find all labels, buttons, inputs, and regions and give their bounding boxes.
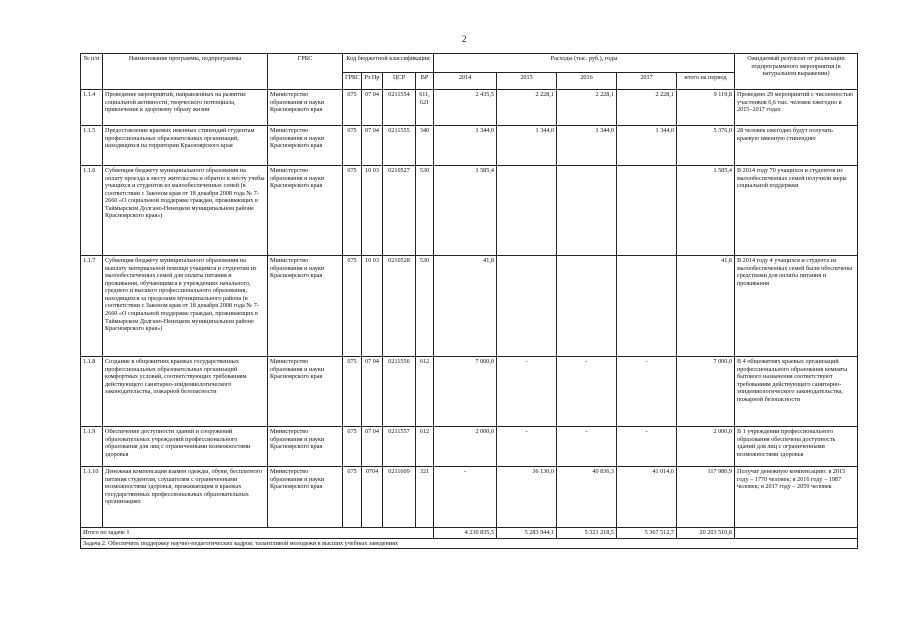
row-num: 1.1.7 bbox=[81, 256, 103, 357]
header-2015: 2015 bbox=[497, 73, 557, 90]
row-name: Предоставление краевых именных стипендий студентам профессиональных образовательных организаций, находящихся на территории Красноярского края bbox=[103, 126, 268, 166]
row-code-grbs: 075 bbox=[343, 90, 362, 126]
table-row bbox=[81, 126, 858, 166]
row-result: Получат денежную компенсацию: в 2015 году – 1770 человек; в 2016 году – 1987 человек; в 2017 году – 2059 человек bbox=[735, 467, 858, 528]
row-vr: 612 bbox=[416, 357, 434, 427]
row-2014: 1 344,0 bbox=[434, 126, 497, 166]
row-result: Проведено 29 мероприятий с численностью участников 6,6 тыс. человек ежегодно в 2015–2017 годах bbox=[735, 90, 858, 126]
task-2-title: Задача 2. Обеспечить поддержку научно-педагогических кадров, талантливой молодежи в высших учебных заведениях bbox=[81, 538, 858, 549]
row-2017: - bbox=[617, 357, 677, 427]
row-total: 117 980,9 bbox=[677, 467, 735, 528]
row-2017 bbox=[617, 166, 677, 256]
row-2017 bbox=[617, 256, 677, 357]
row-2016: - bbox=[557, 427, 617, 467]
row-grbs: Министерство образования и науки Красноярского края bbox=[268, 467, 343, 528]
row-result: В 2014 году 4 учащихся и студента из малообеспеченных семей были обеспечены средствами для оплаты питания и проживания bbox=[735, 256, 858, 357]
header-code-rzpr: Рз Пр bbox=[362, 73, 383, 90]
row-name: Проведение мероприятий, направленных на развитие социальной активности, творческого потенциала, привлечение к здоровому образу жизни bbox=[103, 90, 268, 126]
header-2016: 2016 bbox=[557, 73, 617, 90]
table-row bbox=[81, 166, 858, 256]
row-csr: 0210528 bbox=[383, 256, 416, 357]
row-vr: 530 bbox=[416, 256, 434, 357]
table-row bbox=[81, 357, 858, 427]
row-2016: 1 344,0 bbox=[557, 126, 617, 166]
row-2015 bbox=[497, 256, 557, 357]
row-vr: 611, 621 bbox=[416, 90, 434, 126]
row-rzpr: 07 04 bbox=[362, 126, 383, 166]
row-2014: 2 435,5 bbox=[434, 90, 497, 126]
summary-2016: 5 321 218,5 bbox=[557, 528, 617, 539]
table-row bbox=[81, 467, 858, 528]
row-2017: 1 344,0 bbox=[617, 126, 677, 166]
program-table bbox=[80, 53, 858, 549]
header-code-vr: ВР bbox=[416, 73, 434, 90]
row-csr: 0211555 bbox=[383, 126, 416, 166]
summary-2014: 4 230 835,5 bbox=[434, 528, 497, 539]
row-num: 1.1.10 bbox=[81, 467, 103, 528]
row-num: 1.1.8 bbox=[81, 357, 103, 427]
row-2015: 2 228,1 bbox=[497, 90, 557, 126]
summary-result bbox=[735, 528, 858, 539]
table-row bbox=[81, 90, 858, 126]
summary-2015: 5 283 944,1 bbox=[497, 528, 557, 539]
row-2015: - bbox=[497, 357, 557, 427]
row-total: 5 376,0 bbox=[677, 126, 735, 166]
summary-label: Итого по задаче 1 bbox=[81, 528, 434, 539]
header-code-grbs: ГРБС bbox=[343, 73, 362, 90]
row-num: 1.1.6 bbox=[81, 166, 103, 256]
row-2014: 7 000,0 bbox=[434, 357, 497, 427]
row-2016: 2 228,1 bbox=[557, 90, 617, 126]
row-num: 1.1.9 bbox=[81, 427, 103, 467]
table-row bbox=[81, 427, 858, 467]
row-2016 bbox=[557, 256, 617, 357]
row-result: В 1 учреждении профессионального образования обеспечена доступность зданий для лиц с ограниченными возможностями здоровья bbox=[735, 427, 858, 467]
summary-row bbox=[81, 528, 858, 539]
row-name: Субвенция бюджету муниципального образования на оплату проезда к месту жительства и обратно к месту учебы учащихся и студентов из малообеспеченных семей (в соответствии с Законом края от 18 декабря 2008 года № 7-2660 «О социальной поддержке граждан, проживающих в Таймырском Долгано-Ненецком муниципальном районе Красноярского края») bbox=[103, 166, 268, 256]
row-csr: 0211609 bbox=[383, 467, 416, 528]
row-vr: 612 bbox=[416, 427, 434, 467]
header-total: итого на период bbox=[677, 73, 735, 90]
row-grbs: Министерство образования и науки Красноярского края bbox=[268, 256, 343, 357]
row-2014: 41,8 bbox=[434, 256, 497, 357]
table-row bbox=[81, 256, 858, 357]
row-code-grbs: 075 bbox=[343, 166, 362, 256]
row-rzpr: 10 03 bbox=[362, 166, 383, 256]
header-code-group: Код бюджетной классификации bbox=[343, 54, 434, 73]
row-result: В 4 общежитиях краевых организаций профессионального образования комнаты бытового назначения соответствуют требованиям действующего санитарно-эпидемиологического законодательства, пожарной безопасности bbox=[735, 357, 858, 427]
row-grbs: Министерство образования и науки Красноярского края bbox=[268, 90, 343, 126]
row-csr: 0211556 bbox=[383, 357, 416, 427]
row-grbs: Министерство образования и науки Красноярского края bbox=[268, 357, 343, 427]
row-name: Субвенция бюджету муниципального образования на выплату материальной помощи учащимся и студентам из малообеспеченных семей для оплаты питания и проживания, обучающимся в учреждениях начального, среднего и высшего профессионального образования, находящихся за пределами муниципального района (в соответствии с Законом края от 18 декабря 2008 года № 7-2660 «О социальной поддержке граждан, проживающих в Таймырском Долгано-Ненецком муниципальном районе Красноярского края») bbox=[103, 256, 268, 357]
page-number: 2 bbox=[462, 34, 467, 44]
header-expenses-group: Расходы (тыс. руб.), годы bbox=[434, 54, 735, 73]
row-grbs: Министерство образования и науки Красноярского края bbox=[268, 427, 343, 467]
row-total: 2 000,0 bbox=[677, 427, 735, 467]
row-rzpr: 0704 bbox=[362, 467, 383, 528]
row-result: 28 человек ежегодно будут получать краевую именную стипендию bbox=[735, 126, 858, 166]
row-2014: 2 000,0 bbox=[434, 427, 497, 467]
row-total: 41,8 bbox=[677, 256, 735, 357]
row-total: 1 585,4 bbox=[677, 166, 735, 256]
header-name: Наименование программы, подпрограммы bbox=[103, 54, 268, 90]
row-rzpr: 07 04 bbox=[362, 357, 383, 427]
header-code-csr: ЦСР bbox=[383, 73, 416, 90]
row-code-grbs: 075 bbox=[343, 467, 362, 528]
header-num: № п/п bbox=[81, 54, 103, 90]
header-2017: 2017 bbox=[617, 73, 677, 90]
row-total: 9 119,8 bbox=[677, 90, 735, 126]
row-2015: 36 130,0 bbox=[497, 467, 557, 528]
row-num: 1.1.4 bbox=[81, 90, 103, 126]
row-vr: 340 bbox=[416, 126, 434, 166]
row-2015: - bbox=[497, 427, 557, 467]
row-code-grbs: 075 bbox=[343, 256, 362, 357]
task-row bbox=[81, 538, 858, 549]
summary-total: 20 203 510,8 bbox=[677, 528, 735, 539]
row-csr: 0211557 bbox=[383, 427, 416, 467]
row-rzpr: 07 04 bbox=[362, 90, 383, 126]
row-grbs: Министерство образования и науки Красноярского края bbox=[268, 166, 343, 256]
header-result: Ожидаемый результат от реализации подпрограммного мероприятия (в натуральном выражении) bbox=[735, 54, 858, 90]
row-total: 7 000,0 bbox=[677, 357, 735, 427]
row-2016 bbox=[557, 166, 617, 256]
row-2017: 2 228,1 bbox=[617, 90, 677, 126]
row-result: В 2014 году 70 учащихся и студентов из малообеспеченных семей получили меры социальной поддержки bbox=[735, 166, 858, 256]
row-name: Обеспечение доступности зданий и сооружений образовательных учреждений профессионального образования для лиц с ограниченными возможностями здоровья bbox=[103, 427, 268, 467]
row-2016: 40 836,3 bbox=[557, 467, 617, 528]
row-csr: 0211554 bbox=[383, 90, 416, 126]
row-2017: - bbox=[617, 427, 677, 467]
header-grbs: ГРБС bbox=[268, 54, 343, 90]
row-name: Денежная компенсация взамен одежды, обуви, бесплатного питания студентам, слушателям с ограниченными возможностями здоровья, проживающим в краевых государственных профессиональных образовательных организациях bbox=[103, 467, 268, 528]
row-vr: 530 bbox=[416, 166, 434, 256]
row-2014: - bbox=[434, 467, 497, 528]
row-vr: 321 bbox=[416, 467, 434, 528]
row-2014: 1 585,4 bbox=[434, 166, 497, 256]
summary-2017: 5 367 512,7 bbox=[617, 528, 677, 539]
row-rzpr: 07 04 bbox=[362, 427, 383, 467]
row-2015: 1 344,0 bbox=[497, 126, 557, 166]
row-code-grbs: 075 bbox=[343, 357, 362, 427]
row-2017: 41 014,6 bbox=[617, 467, 677, 528]
row-csr: 0210527 bbox=[383, 166, 416, 256]
row-2016: - bbox=[557, 357, 617, 427]
row-code-grbs: 075 bbox=[343, 126, 362, 166]
header-2014: 2014 bbox=[434, 73, 497, 90]
row-2015 bbox=[497, 166, 557, 256]
row-name: Создание в общежитиях краевых государственных профессиональных образовательных организаций комфортных условий, соответствующих требованиям действующего санитарно-эпидемиологического законодательства, пожарной безопасности bbox=[103, 357, 268, 427]
row-code-grbs: 075 bbox=[343, 427, 362, 467]
row-grbs: Министерство образования и науки Красноярского края bbox=[268, 126, 343, 166]
row-rzpr: 10 03 bbox=[362, 256, 383, 357]
row-num: 1.1.5 bbox=[81, 126, 103, 166]
